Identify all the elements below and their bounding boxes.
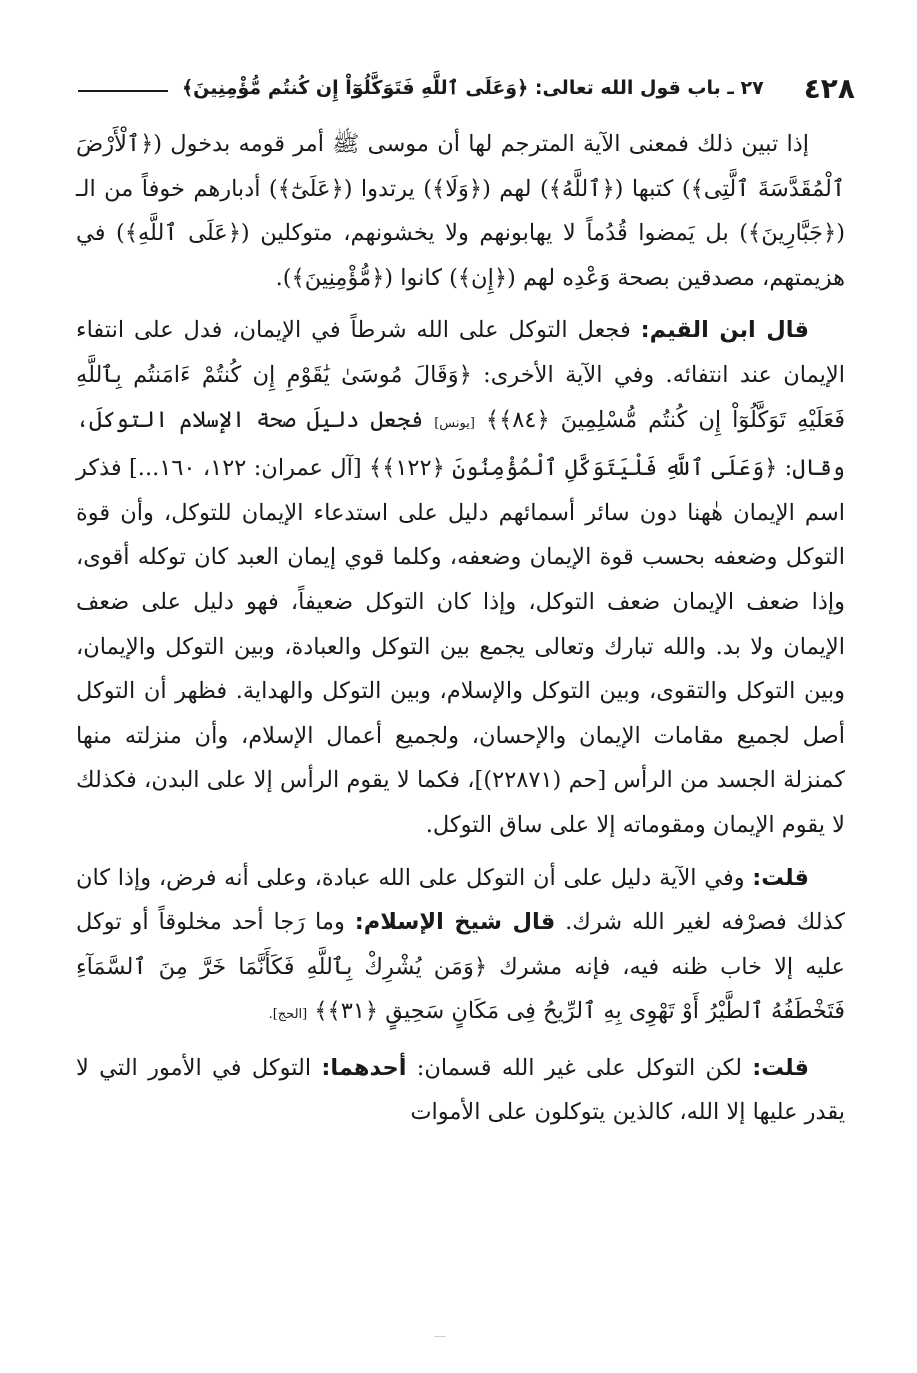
- paragraph-text: فجعل التوكل على الله شرطاً في الإيمان، فدل على انتفاء الإيمان عند انتفائه. وفي الآية الأخرى: ﴿وَقَالَ مُوسَىٰ يَٰقَوْمِ إِن كُنتُمْ ءَامَنتُم بِٱللَّهِ فَعَلَيْهِ تَوَكَّلُوٓاْ إِن كُنتُم مُّسْلِمِينَ ﴿٨٤﴾﴾: [76, 317, 845, 433]
- paragraph: [76, 1046, 845, 1135]
- paragraph-text: لكن التوكل على غير الله قسمان:: [406, 1054, 753, 1081]
- running-title: ٢٧ ـ باب قول الله تعالى: ﴿وَعَلَى ٱللَّهِ فَتَوَكَّلُوٓاْ إِن كُنتُم مُّؤْمِنِينَ﴾: [182, 77, 764, 99]
- paragraph: [76, 856, 845, 1038]
- paragraph-text: فجعل دليلَ صحة الإسلام التوكلَ، وقال: ﴿وَعَلَى ٱللَّهِ فَلْيَتَوَكَّلِ ٱلْمُؤْمِنُونَ ﴿١٢٢﴾﴾ [آل عمران: ١٢٢، ١٦٠...] فذكر اسم الإيمان هٰهنا دون سائر أسمائهم دليل على استدعاء الإيمان للتوكل، وأن قوة التوكل وضعفه بحسب قوة الإيمان وضعفه، وكلما قوي إيمان العبد كان توكله أقوى، وإذا ضعف الإيمان ضعف التوكل، وإذا كان التوكل ضعيفاً، فهو دليل على ضعف الإيمان ولا بد. والله تبارك وتعالى يجمع بين التوكل والعبادة، وبين التوكل والإيمان، وبين التوكل والتقوى، وبين التوكل والإسلام، وبين التوكل والهداية. فظهر أن التوكل أصل لجميع مقامات الإيمان والإحسان، ولجميع أعمال الإسلام، وأن منزلته منها كمنزلة الجسد من الرأس [حم (٢٢٨٧١)]، فكما لا يقوم الرأس إلا على البدن، فكذلك لا يقوم الإيمان ومقوماته إلا على ساق التوكل.: [76, 406, 845, 838]
- paragraph-lead: قلت:: [752, 864, 809, 891]
- citation-ref: [الحج].: [268, 1007, 308, 1023]
- paragraph-text: إذا تبين ذلك فمعنى الآية المترجم لها أن موسى ﷺ أمر قومه بدخول (﴿ٱلْأَرْضَ ٱلْمُقَدَّسَةَ ٱلَّتِى﴾) كتبها (﴿ٱللَّهُ﴾) لهم (﴿وَلَا﴾) يرتدوا (﴿عَلَىٰٓ﴾) أدبارهم خوفاً من الـ (﴿جَبَّارِينَ﴾) بل يَمضوا قُدُماً لا يهابونهم ولا يخشونهم، متوكلين (﴿عَلَى ٱللَّهِ﴾) في هزيمتهم، مصدقين بصحة وَعْدِه لهم (﴿إِن﴾) كانوا (﴿مُّؤْمِنِينَ﴾).: [76, 131, 845, 291]
- paragraph-lead: أحدهما:: [321, 1054, 407, 1081]
- paragraph-lead: قلت:: [752, 1054, 809, 1081]
- header-rule: [78, 90, 168, 92]
- paragraph-text: وما رَجا أحد مخلوقاً أو توكل عليه إلا خاب ظنه فيه، فإنه مشرك ﴿وَمَن يُشْرِكْ بِٱللَّهِ فَكَأَنَّمَا خَرَّ مِنَ ٱلسَّمَآءِ فَتَخْطَفُهُ ٱلطَّيْرُ أَوْ تَهْوِى بِهِ ٱلرِّيحُ فِى مَكَانٍ سَحِيقٍ ﴿٣١﴾﴾: [76, 909, 845, 1025]
- paragraph-lead: قال ابن القيم:: [640, 317, 809, 344]
- paragraph: [76, 122, 845, 300]
- paragraph-text: وفي الآية دليل على أن التوكل على الله عبادة، وعلى أنه فرض، وإذا كان كذلك فصرْفه لغير الله شرك.: [76, 864, 845, 936]
- paragraph-text: التوكل في الأمور التي لا يقدر عليها إلا الله، كالذين يتوكلون على الأموات: [76, 1054, 845, 1126]
- page-number: ٤٢٨: [803, 71, 855, 105]
- citation-ref: [يونس]: [434, 415, 475, 431]
- paragraph: [76, 308, 845, 847]
- page-header: [78, 66, 855, 110]
- scan-mark: [434, 1336, 446, 1343]
- body-text: [76, 122, 845, 1143]
- paragraph-lead: قال شيخ الإسلام:: [354, 909, 556, 936]
